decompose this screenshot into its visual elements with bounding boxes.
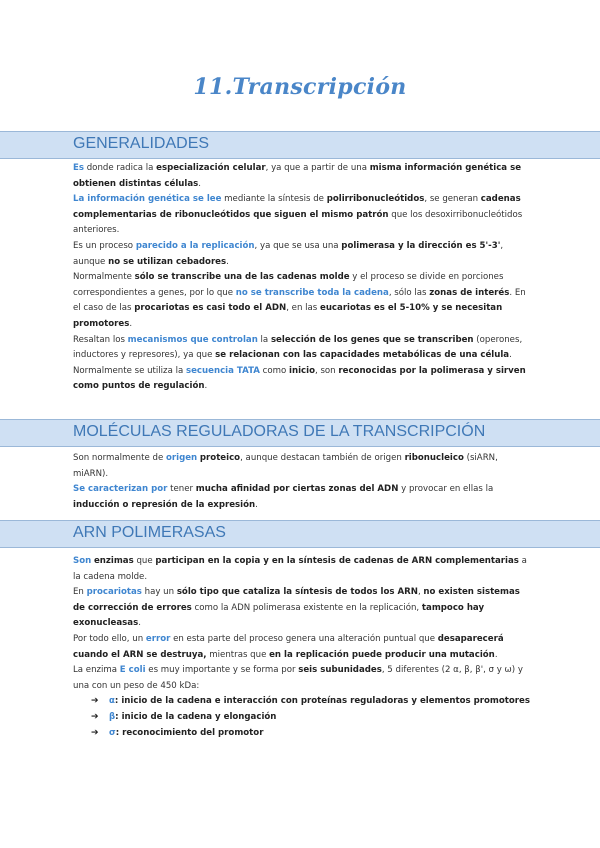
text: , ya que se usa una — [254, 240, 342, 251]
text: , en las — [286, 303, 320, 314]
text: . En el caso de las — [73, 287, 526, 314]
text: mediante la síntesis de — [221, 194, 327, 205]
text: . — [255, 499, 258, 510]
bold-text: selección de los genes que se transcriben — [270, 334, 474, 345]
subunit-list — [73, 694, 533, 741]
bold-text: inducción o represión de la expresión — [73, 499, 256, 510]
section-body-arn-polimerasas — [73, 554, 533, 741]
text: hay un — [141, 587, 177, 598]
highlight-text: Se caracterizan por — [73, 484, 168, 495]
bold-text: enzimas — [93, 556, 134, 566]
paragraph — [73, 663, 533, 694]
text: en esta parte del proceso genera una alteración puntual que — [170, 633, 438, 644]
paragraph — [73, 554, 533, 585]
paragraph — [73, 270, 533, 332]
bold-text: se relacionan con las capacidades metabólicas de una célula — [215, 350, 510, 361]
highlight-text: α — [109, 696, 115, 707]
bold-text: sólo se transcribe una de las cadenas molde — [134, 272, 350, 283]
text: , se generan — [424, 194, 481, 205]
bold-text: participan en la copia y en la síntesis de cadenas de ARN complementarias — [155, 556, 519, 566]
highlight-text: parecido a la replicación — [135, 240, 255, 251]
bold-text: en la replicación puede producir una mutación — [269, 649, 495, 660]
text: Normalmente — [73, 272, 135, 283]
highlight-text: Son — [73, 556, 92, 566]
bold-text: tampoco hay exonucleasas — [73, 602, 485, 629]
bold-text: sólo tipo que cataliza la síntesis de todos los ARN — [176, 587, 418, 598]
text: es muy importante y se forma por — [145, 665, 299, 676]
text: y el proceso se divide en porciones correspondientes a genes, por lo que — [73, 272, 504, 298]
bold-text: desaparecerá cuando el ARN se destruya, — [73, 633, 504, 660]
bold-text: reconocidas por la polimerasa y sirven como puntos de regulación — [73, 365, 526, 392]
list-item — [91, 710, 533, 726]
text: , sólo las — [388, 287, 430, 298]
text: que los desoxirribonucleótidos anteriores. — [73, 209, 523, 236]
page-title: 11.Transcripción — [193, 74, 407, 100]
text: . — [204, 381, 208, 392]
text: . — [138, 618, 141, 629]
text: (operones, inductores y represores), ya que — [73, 334, 523, 361]
text: , aunque destacan también de origen — [240, 453, 405, 463]
paragraph — [73, 333, 533, 364]
text: . — [494, 649, 498, 660]
text: En — [73, 587, 87, 598]
section-body-moleculas — [73, 451, 533, 513]
bold-text: seis subunidades — [298, 665, 382, 676]
text: la — [257, 334, 271, 345]
bold-text: ribonucleico — [404, 453, 464, 463]
text: La enzima — [73, 665, 120, 676]
bold-text: : inicio de la cadena e interacción con proteínas reguladoras y elementos promotores — [114, 696, 530, 707]
text: como la ADN polimerasa existente en la replicación, — [191, 602, 422, 613]
highlight-text: mecanismos que controlan — [127, 334, 258, 345]
text: Son normalmente de — [73, 453, 166, 463]
section-body-generalidades — [73, 161, 533, 395]
highlight-text: secuencia TATA — [185, 365, 260, 376]
text: , son — [314, 365, 339, 376]
bold-text: polirribonucleótidos — [326, 194, 425, 205]
text: Por todo ello, un — [73, 633, 146, 644]
paragraph — [73, 192, 533, 239]
paragraph — [73, 364, 533, 395]
bold-text: misma información genética se obtienen distintas células — [73, 163, 522, 189]
highlight-text: σ — [109, 727, 116, 738]
text: donde radica la — [84, 163, 157, 173]
section-title: ARN POLIMERASAS — [73, 524, 226, 541]
text: Es un proceso — [73, 240, 136, 251]
paragraph — [73, 482, 533, 513]
section-title: GENERALIDADES — [73, 135, 210, 152]
bold-text: zonas de interés — [429, 287, 510, 298]
text: (siARN, miARN). — [73, 453, 498, 479]
text: tener — [167, 484, 196, 495]
bold-text: : inicio de la cadena y elongación — [115, 711, 277, 722]
paragraph — [73, 632, 533, 663]
section-header-moleculas — [0, 419, 600, 447]
text: , 5 diferentes (2 α, β, β', σ y ω) y una con un peso de 450 kDa: — [73, 665, 523, 691]
bold-text: cadenas complementarias de ribonucleótidos que siguen el mismo patrón — [73, 194, 521, 220]
text: como — [259, 365, 290, 376]
list-item — [91, 694, 533, 710]
section-title: MOLÉCULAS REGULADORAS DE LA TRANSCRIPCIÓN — [73, 423, 486, 440]
text: , aunque — [73, 240, 504, 267]
text: , — [417, 587, 424, 598]
paragraph — [73, 161, 533, 192]
section-header-arn-polimerasas — [0, 520, 600, 548]
highlight-text: error — [145, 633, 171, 644]
bold-text: procariotas es casi todo el ADN — [134, 303, 287, 314]
highlight-text: no se transcribe toda la cadena — [235, 287, 389, 298]
bold-text: eucariotas es el 5-10% y se necesitan promotores — [73, 303, 503, 329]
bold-text: : reconocimiento del promotor — [115, 727, 264, 738]
bold-text: proteico — [199, 453, 241, 463]
bold-text: no se utilizan cebadores — [108, 256, 227, 267]
bold-text: no existen sistemas de corrección de errores — [73, 587, 520, 613]
paragraph — [73, 585, 533, 632]
highlight-text: La información genética se lee — [73, 194, 222, 205]
highlight-text: origen — [165, 453, 198, 463]
highlight-text: procariotas — [86, 587, 142, 598]
text: a la cadena molde. — [73, 556, 527, 582]
list-item — [91, 726, 533, 742]
bold-text: polimerasa y la dirección es 5'-3' — [341, 240, 501, 251]
highlight-text: β — [109, 711, 116, 722]
section-header-generalidades — [0, 131, 600, 159]
text: Resaltan los — [73, 334, 128, 345]
bold-text: mucha afinidad por ciertas zonas del ADN — [195, 484, 399, 495]
paragraph — [73, 239, 533, 270]
paragraph — [73, 451, 533, 482]
text: . — [509, 350, 512, 361]
text: . — [198, 178, 201, 189]
text: mientras que — [206, 649, 270, 660]
text: . — [129, 318, 133, 329]
text: que — [133, 556, 156, 566]
highlight-text: E coli — [119, 665, 146, 676]
text: y provocar en ellas la — [398, 484, 494, 495]
text: Normalmente se utiliza la — [73, 365, 186, 376]
text: , ya que a partir de una — [265, 163, 370, 173]
bold-text: especialización celular — [156, 163, 266, 173]
highlight-text: Es — [73, 163, 84, 173]
bold-text: inicio — [289, 365, 315, 376]
text: . — [226, 256, 229, 267]
